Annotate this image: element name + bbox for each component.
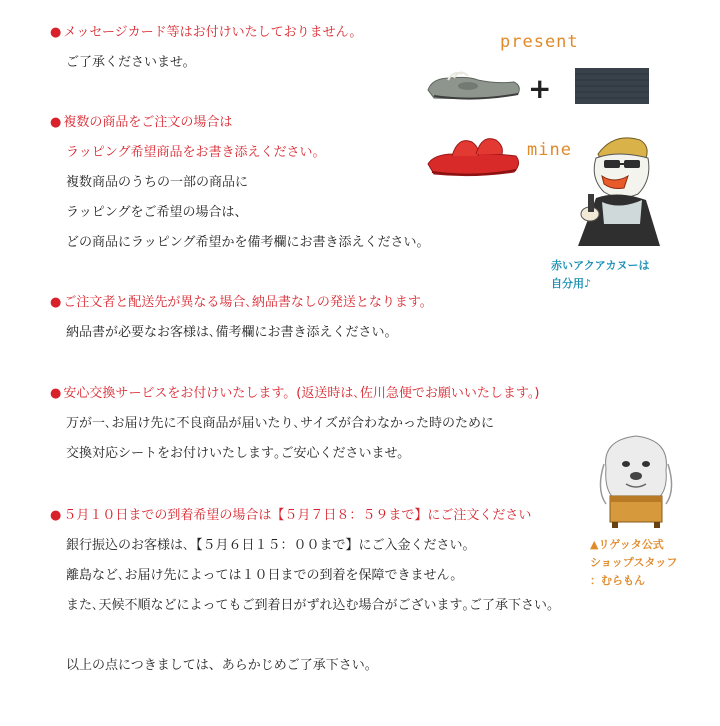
bullet-icon: ●: [50, 508, 62, 523]
section-5-line: 銀行振込のお客様は､【５月６日１５：００まで】にご入金ください。: [66, 538, 476, 553]
staff-dog-icon: [596, 430, 676, 530]
section-2-line: ラッピングをご希望の場合は、: [66, 205, 248, 220]
red-sandal-icon: [424, 130, 524, 178]
section-3-line: 納品書が必要なお客様は､備考欄にお書き添えください。: [66, 325, 398, 340]
grey-shoe-icon: [424, 64, 524, 104]
staff-caption-line3: ：むらもん: [590, 574, 645, 587]
staff-character-icon: [568, 128, 668, 248]
note-red-shoes-line2: 自分用♪: [551, 277, 592, 290]
section-4-line: 交換対応シートをお付けいたします｡ご安心くださいませ。: [66, 446, 411, 461]
section-5-line: 離島など､お届け先によっては１０日までの到着を保障できません。: [66, 568, 464, 583]
section-4-line: 万が一､お届け先に不良商品が届いたり､サイズが合わなかった時のために: [66, 416, 494, 431]
section-3-heading: ● ご注文者と配送先が異なる場合､納品書なしの発送となります。: [50, 295, 433, 310]
bullet-icon: ●: [50, 115, 62, 130]
section-2-line: 複数商品のうちの一部の商品に: [66, 175, 249, 190]
present-label: present: [500, 32, 579, 52]
mine-label: mine: [527, 140, 572, 160]
section-5-line: また､天候不順などによってもご到着日がずれ込む場合がございます｡ご了承下さい。: [66, 598, 561, 613]
fabric-swatch-icon: [575, 68, 649, 104]
staff-caption-line2: ショップスタッフ: [590, 556, 678, 569]
closing-line: 以上の点につきましては、あらかじめご了承下さい。: [66, 658, 378, 673]
section-2-heading: ● 複数の商品をご注文の場合は: [50, 115, 233, 130]
section-1-line: ご了承くださいませ。: [66, 55, 196, 70]
bullet-icon: ●: [50, 25, 62, 40]
bullet-icon: ●: [50, 386, 62, 401]
note-red-shoes-line1: 赤いアクアカヌーは: [551, 259, 650, 272]
section-5-heading: ● ５月１０日までの到着希望の場合は【５月７日８：５９まで】にご注文ください: [50, 508, 532, 523]
section-2-red-line: ラッピング希望商品をお書き添えください。: [66, 145, 326, 160]
section-2-line: どの商品にラッピング希望かを備考欄にお書き添えください。: [66, 235, 430, 250]
plus-sign: +: [528, 72, 552, 105]
bullet-icon: ●: [50, 295, 62, 310]
section-1-heading: ● メッセージカード等はお付けいたしておりません。: [50, 25, 363, 40]
staff-caption-line1: ▲リゲッタ公式: [590, 538, 664, 551]
section-4-heading: ● 安心交換サービスをお付けいたします。(返送時は､佐川急便でお願いいたします。): [50, 386, 540, 401]
